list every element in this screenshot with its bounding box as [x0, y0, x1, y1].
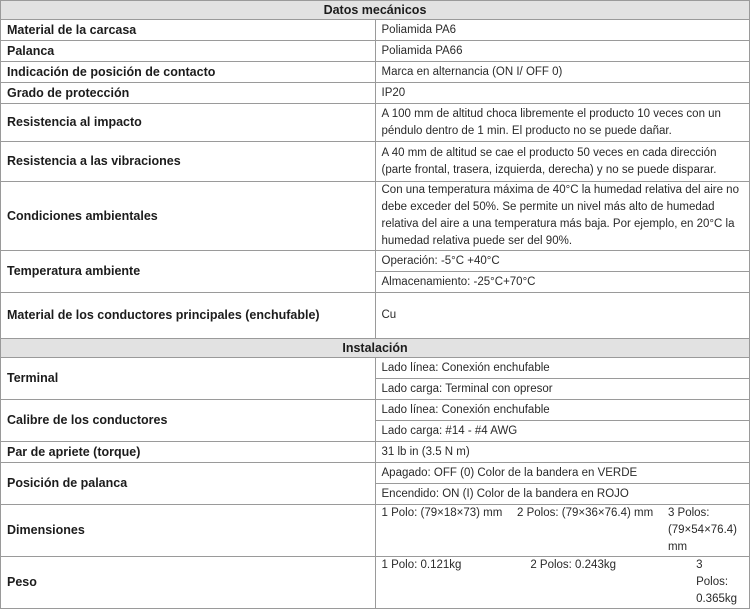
row-value: IP20	[375, 83, 750, 104]
table-row	[1, 62, 750, 83]
section-title: Instalación	[1, 339, 750, 358]
table-row	[1, 142, 750, 182]
row-label: Terminal	[1, 358, 376, 400]
row-value: Lado línea: Conexión enchufable	[375, 400, 750, 421]
row-label: Material de la carcasa	[1, 20, 376, 41]
row-label: Palanca	[1, 41, 376, 62]
dimension-3-poles: 3 Polos: (79×54×76.4) mm	[667, 507, 737, 553]
weight-3-poles: 3 Polos: 0.365kg	[696, 559, 738, 605]
row-label: Material de los conductores principales (enchufable)	[1, 293, 376, 339]
table-row	[1, 83, 750, 104]
row-label: Dimensiones	[1, 505, 376, 557]
table-row	[1, 251, 750, 272]
row-label: Posición de palanca	[1, 463, 376, 505]
row-value: Marca en alternancia (ON I/ OFF 0)	[375, 62, 750, 83]
row-label: Temperatura ambiente	[1, 251, 376, 293]
row-label: Resistencia a las vibraciones	[1, 142, 376, 182]
section-header-installation	[1, 339, 750, 358]
section-title: Datos mecánicos	[1, 1, 750, 20]
row-value: Operación: -5°C +40°C	[375, 251, 750, 272]
row-value: Apagado: OFF (0) Color de la bandera en VERDE	[375, 463, 750, 484]
row-value: A 40 mm de altitud se cae el producto 50 veces en cada dirección (parte frontal, trasera, izquierda, derecha) y no se puede disparar.	[375, 142, 750, 182]
table-row	[1, 400, 750, 421]
table-row	[1, 41, 750, 62]
row-value: Poliamida PA66	[375, 41, 750, 62]
row-value: Almacenamiento: -25°C+70°C	[375, 272, 750, 293]
row-value: Con una temperatura máxima de 40°C la humedad relativa del aire no debe exceder del 50%. Se permite un nivel más alto de humedad relativa del aire a una temperatura más baja. Por ejemplo, en 20°C la humedad relativa puede ser del 90%.	[375, 182, 750, 251]
row-value: Poliamida PA6	[375, 20, 750, 41]
row-value: 31 lb in (3.5 N m)	[375, 442, 750, 463]
row-label: Grado de protección	[1, 83, 376, 104]
row-label: Peso	[1, 557, 376, 609]
table-row	[1, 104, 750, 142]
table-row	[1, 20, 750, 41]
table-row	[1, 505, 750, 557]
table-row	[1, 358, 750, 379]
row-value: A 100 mm de altitud choca libremente el producto 10 veces con un péndulo dentro de 1 min. El producto no se puede dañar.	[375, 104, 750, 142]
table-row	[1, 293, 750, 339]
row-value: Cu	[375, 293, 750, 339]
row-label: Indicación de posición de contacto	[1, 62, 376, 83]
table-row	[1, 463, 750, 484]
row-label: Par de apriete (torque)	[1, 442, 376, 463]
row-value	[375, 505, 750, 557]
table-row	[1, 442, 750, 463]
row-label: Calibre de los conductores	[1, 400, 376, 442]
dimension-1-pole: 1 Polo: (79×18×73) mm	[381, 507, 503, 519]
row-value: Lado carga: Terminal con opresor	[375, 379, 750, 400]
row-value: Encendido: ON (I) Color de la bandera en ROJO	[375, 484, 750, 505]
row-label: Resistencia al impacto	[1, 104, 376, 142]
row-value: Lado carga: #14 - #4 AWG	[375, 421, 750, 442]
row-value	[375, 557, 750, 609]
dimension-2-poles: 2 Polos: (79×36×76.4) mm	[517, 507, 654, 519]
table-row	[1, 557, 750, 609]
row-value: Lado línea: Conexión enchufable	[375, 358, 750, 379]
section-header-mechanical	[1, 1, 750, 20]
row-label: Condiciones ambientales	[1, 182, 376, 251]
weight-1-pole: 1 Polo: 0.121kg	[381, 559, 462, 571]
weight-2-poles: 2 Polos: 0.243kg	[530, 559, 616, 571]
table-row	[1, 182, 750, 251]
